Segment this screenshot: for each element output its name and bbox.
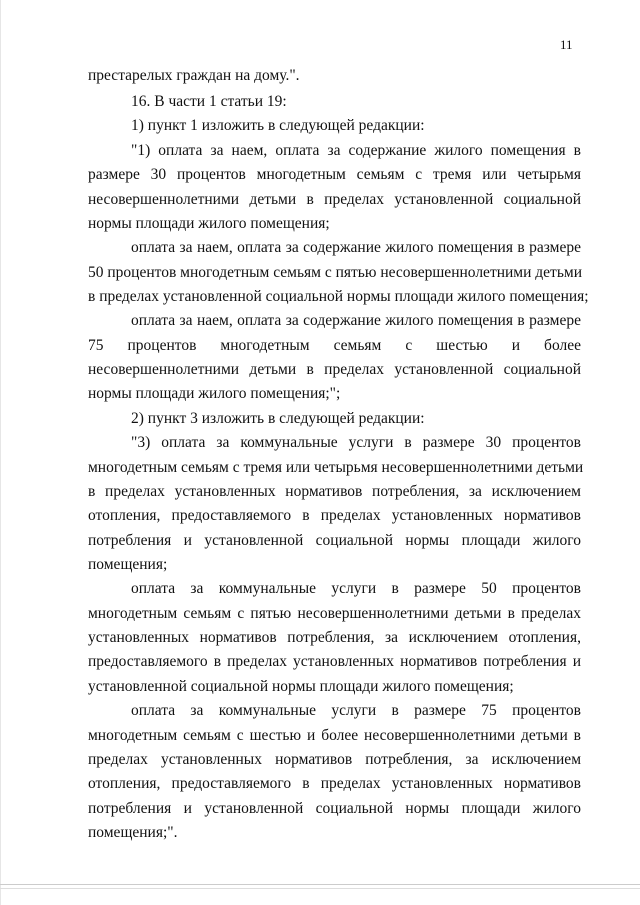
text-line: нормы площади жилого помещения;"; — [88, 385, 341, 402]
scan-edge-line — [0, 0, 1, 905]
text-line: отопления, предоставляемого в пределах установленных нормативов — [88, 507, 581, 524]
text-line: 50 процентов многодетным семьям с пятью несовершеннолетними детьми — [88, 264, 582, 281]
text-line: потребления и установленной социальной нормы площади жилого — [88, 532, 581, 549]
text-line: оплата за коммунальные услуги в размере 75 процентов — [131, 702, 581, 719]
text-line: многодетным семьям с пятью несовершеннолетними детьми в пределах — [88, 605, 581, 622]
text-line: 75 процентов многодетным семьям с шестью и более — [88, 337, 581, 354]
text-line: в пределах установленной социальной нормы площади жилого помещения; — [88, 288, 589, 305]
text-line: потребления и установленной социальной нормы площади жилого — [88, 800, 581, 817]
text-line: нормы площади жилого помещения; — [88, 215, 330, 232]
text-line: "3) оплата за коммунальные услуги в размере 30 процентов — [131, 434, 581, 451]
text-line: установленных нормативов потребления, за исключением отопления, — [88, 629, 581, 646]
text-line: помещения;". — [88, 824, 178, 841]
text-line: оплата за наем, оплата за содержание жилого помещения в размере — [131, 312, 581, 329]
text-line: несовершеннолетними детьми в пределах установленной социальной — [88, 191, 581, 208]
text-line: помещения; — [88, 556, 168, 573]
text-line: предоставляемого в пределах установленных нормативов потребления и — [88, 653, 581, 670]
text-line: несовершеннолетними детьми в пределах установленной социальной — [88, 361, 581, 378]
text-line: "1) оплата за наем, оплата за содержание жилого помещения в — [131, 142, 581, 159]
text-line: многодетным семьям с тремя или четырьмя несовершеннолетними детьми — [88, 459, 584, 476]
page-number: 11 — [560, 37, 573, 52]
text-line: пределах установленных нормативов потребления, за исключением — [88, 751, 581, 768]
text-line: многодетным семьям с шестью и более несовершеннолетними детьми в — [88, 727, 581, 744]
text-line: в пределах установленных нормативов потребления, за исключением — [88, 483, 581, 500]
text-line: престарелых граждан на дому.". — [88, 67, 300, 84]
text-line: оплата за наем, оплата за содержание жилого помещения в размере — [131, 239, 581, 256]
list-item-heading: 1) пункт 1 изложить в следующей редакции: — [131, 117, 425, 134]
text-line: размере 30 процентов многодетным семьям с тремя или четырьмя — [88, 166, 581, 183]
scan-bottom-edge — [0, 888, 640, 889]
text-line: оплата за коммунальные услуги в размере 50 процентов — [131, 580, 581, 597]
list-item-heading: 2) пункт 3 изложить в следующей редакции: — [131, 410, 425, 427]
list-item-heading: 16. В части 1 статьи 19: — [131, 93, 287, 110]
text-line: отопления, предоставляемого в пределах установленных нормативов — [88, 775, 581, 792]
scan-bottom-edge — [0, 884, 640, 885]
text-line: установленной социальной нормы площади жилого помещения; — [88, 678, 514, 695]
